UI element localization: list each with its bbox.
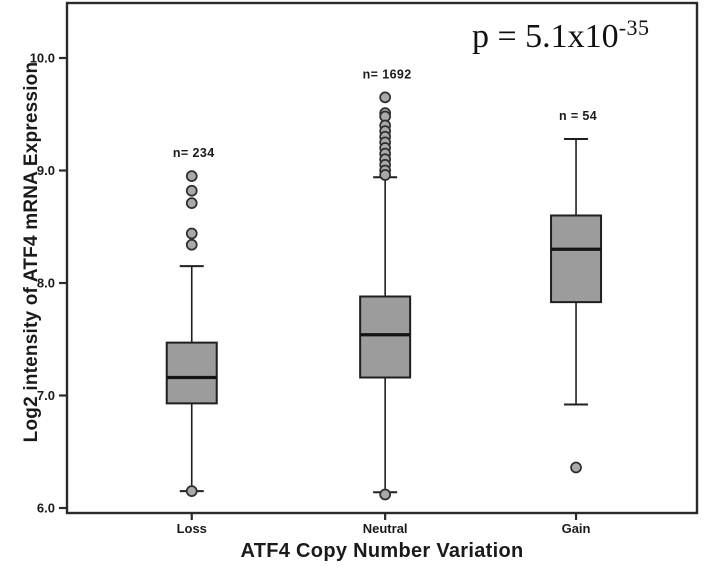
y-tick-label: 6.0 [36,500,55,516]
gain-outlier-point [571,463,581,473]
neutral-box [360,297,410,378]
gain-n-label: n = 54 [558,109,598,123]
y-tick-label: 7.0 [36,388,55,403]
y-axis-title: Log2 intensity of ATF4 mRNA Expression [21,61,42,443]
loss-outlier-point [187,171,197,181]
loss-outlier-point [187,186,197,196]
p-value-base: p = 5.1x10 [472,18,619,55]
loss-box [167,343,217,404]
y-tick-label: 10.0 [29,50,55,66]
gain-box [551,216,601,303]
category-label-loss: Loss [176,521,207,536]
loss-outlier-point [187,229,197,239]
x-axis-title: ATF4 Copy Number Variation [240,540,524,562]
loss-outlier-point [187,486,197,496]
neutral-outlier-point [380,170,390,180]
y-tick-label: 9.0 [36,163,55,178]
neutral-outlier-point [380,92,390,102]
loss-n-label: n= 234 [172,146,215,161]
neutral-outlier-point [380,490,390,500]
category-label-neutral: Neutral [362,521,408,536]
p-value-exponent: -35 [618,14,650,40]
y-tick-label: 8.0 [36,275,55,291]
category-label-gain: Gain [561,521,591,536]
loss-outlier-point [187,198,197,208]
loss-outlier-point [187,240,197,250]
neutral-n-label: n= 1692 [362,67,412,82]
p-value-annotation [472,14,650,55]
